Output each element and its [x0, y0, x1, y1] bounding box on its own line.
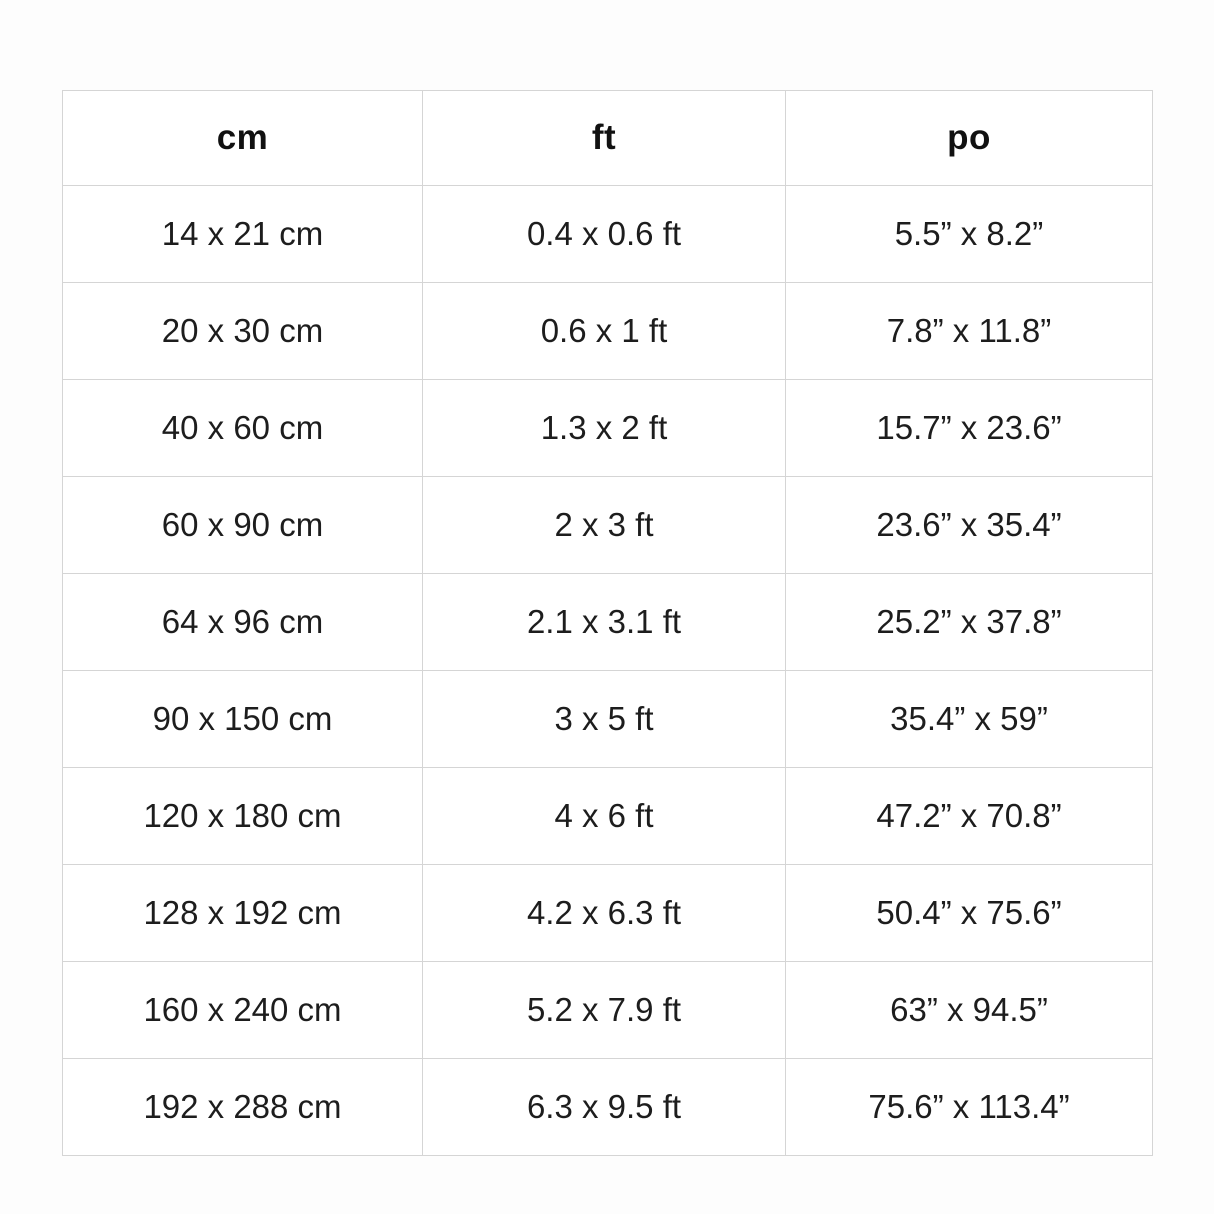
- cell-ft: 2.1 x 3.1 ft: [423, 574, 786, 671]
- table-row: [63, 574, 1153, 671]
- table-row: [63, 380, 1153, 477]
- table-row: [63, 1059, 1153, 1156]
- cell-ft: 6.3 x 9.5 ft: [423, 1059, 786, 1156]
- cell-cm: 90 x 150 cm: [63, 671, 423, 768]
- cell-po: 63” x 94.5”: [786, 962, 1153, 1059]
- table-row: [63, 671, 1153, 768]
- cell-po: 75.6” x 113.4”: [786, 1059, 1153, 1156]
- cell-po: 15.7” x 23.6”: [786, 380, 1153, 477]
- cell-ft: 3 x 5 ft: [423, 671, 786, 768]
- table-row: [63, 477, 1153, 574]
- cell-ft: 2 x 3 ft: [423, 477, 786, 574]
- table-row: [63, 186, 1153, 283]
- table-row: [63, 283, 1153, 380]
- cell-cm: 60 x 90 cm: [63, 477, 423, 574]
- cell-ft: 1.3 x 2 ft: [423, 380, 786, 477]
- column-header-ft: ft: [423, 91, 786, 186]
- cell-cm: 64 x 96 cm: [63, 574, 423, 671]
- size-conversion-table-wrapper: [62, 90, 1152, 1156]
- table-header: [63, 91, 1153, 186]
- cell-po: 50.4” x 75.6”: [786, 865, 1153, 962]
- cell-cm: 14 x 21 cm: [63, 186, 423, 283]
- cell-cm: 160 x 240 cm: [63, 962, 423, 1059]
- cell-po: 23.6” x 35.4”: [786, 477, 1153, 574]
- cell-cm: 120 x 180 cm: [63, 768, 423, 865]
- cell-cm: 20 x 30 cm: [63, 283, 423, 380]
- cell-po: 25.2” x 37.8”: [786, 574, 1153, 671]
- cell-ft: 0.6 x 1 ft: [423, 283, 786, 380]
- table-header-row: [63, 91, 1153, 186]
- cell-cm: 128 x 192 cm: [63, 865, 423, 962]
- size-conversion-table: [62, 90, 1153, 1156]
- table-row: [63, 962, 1153, 1059]
- table-row: [63, 768, 1153, 865]
- cell-cm: 40 x 60 cm: [63, 380, 423, 477]
- cell-po: 35.4” x 59”: [786, 671, 1153, 768]
- cell-po: 7.8” x 11.8”: [786, 283, 1153, 380]
- cell-po: 5.5” x 8.2”: [786, 186, 1153, 283]
- cell-ft: 4 x 6 ft: [423, 768, 786, 865]
- column-header-cm: cm: [63, 91, 423, 186]
- table-body: [63, 186, 1153, 1156]
- cell-cm: 192 x 288 cm: [63, 1059, 423, 1156]
- cell-ft: 0.4 x 0.6 ft: [423, 186, 786, 283]
- cell-ft: 4.2 x 6.3 ft: [423, 865, 786, 962]
- column-header-po: po: [786, 91, 1153, 186]
- cell-po: 47.2” x 70.8”: [786, 768, 1153, 865]
- table-row: [63, 865, 1153, 962]
- cell-ft: 5.2 x 7.9 ft: [423, 962, 786, 1059]
